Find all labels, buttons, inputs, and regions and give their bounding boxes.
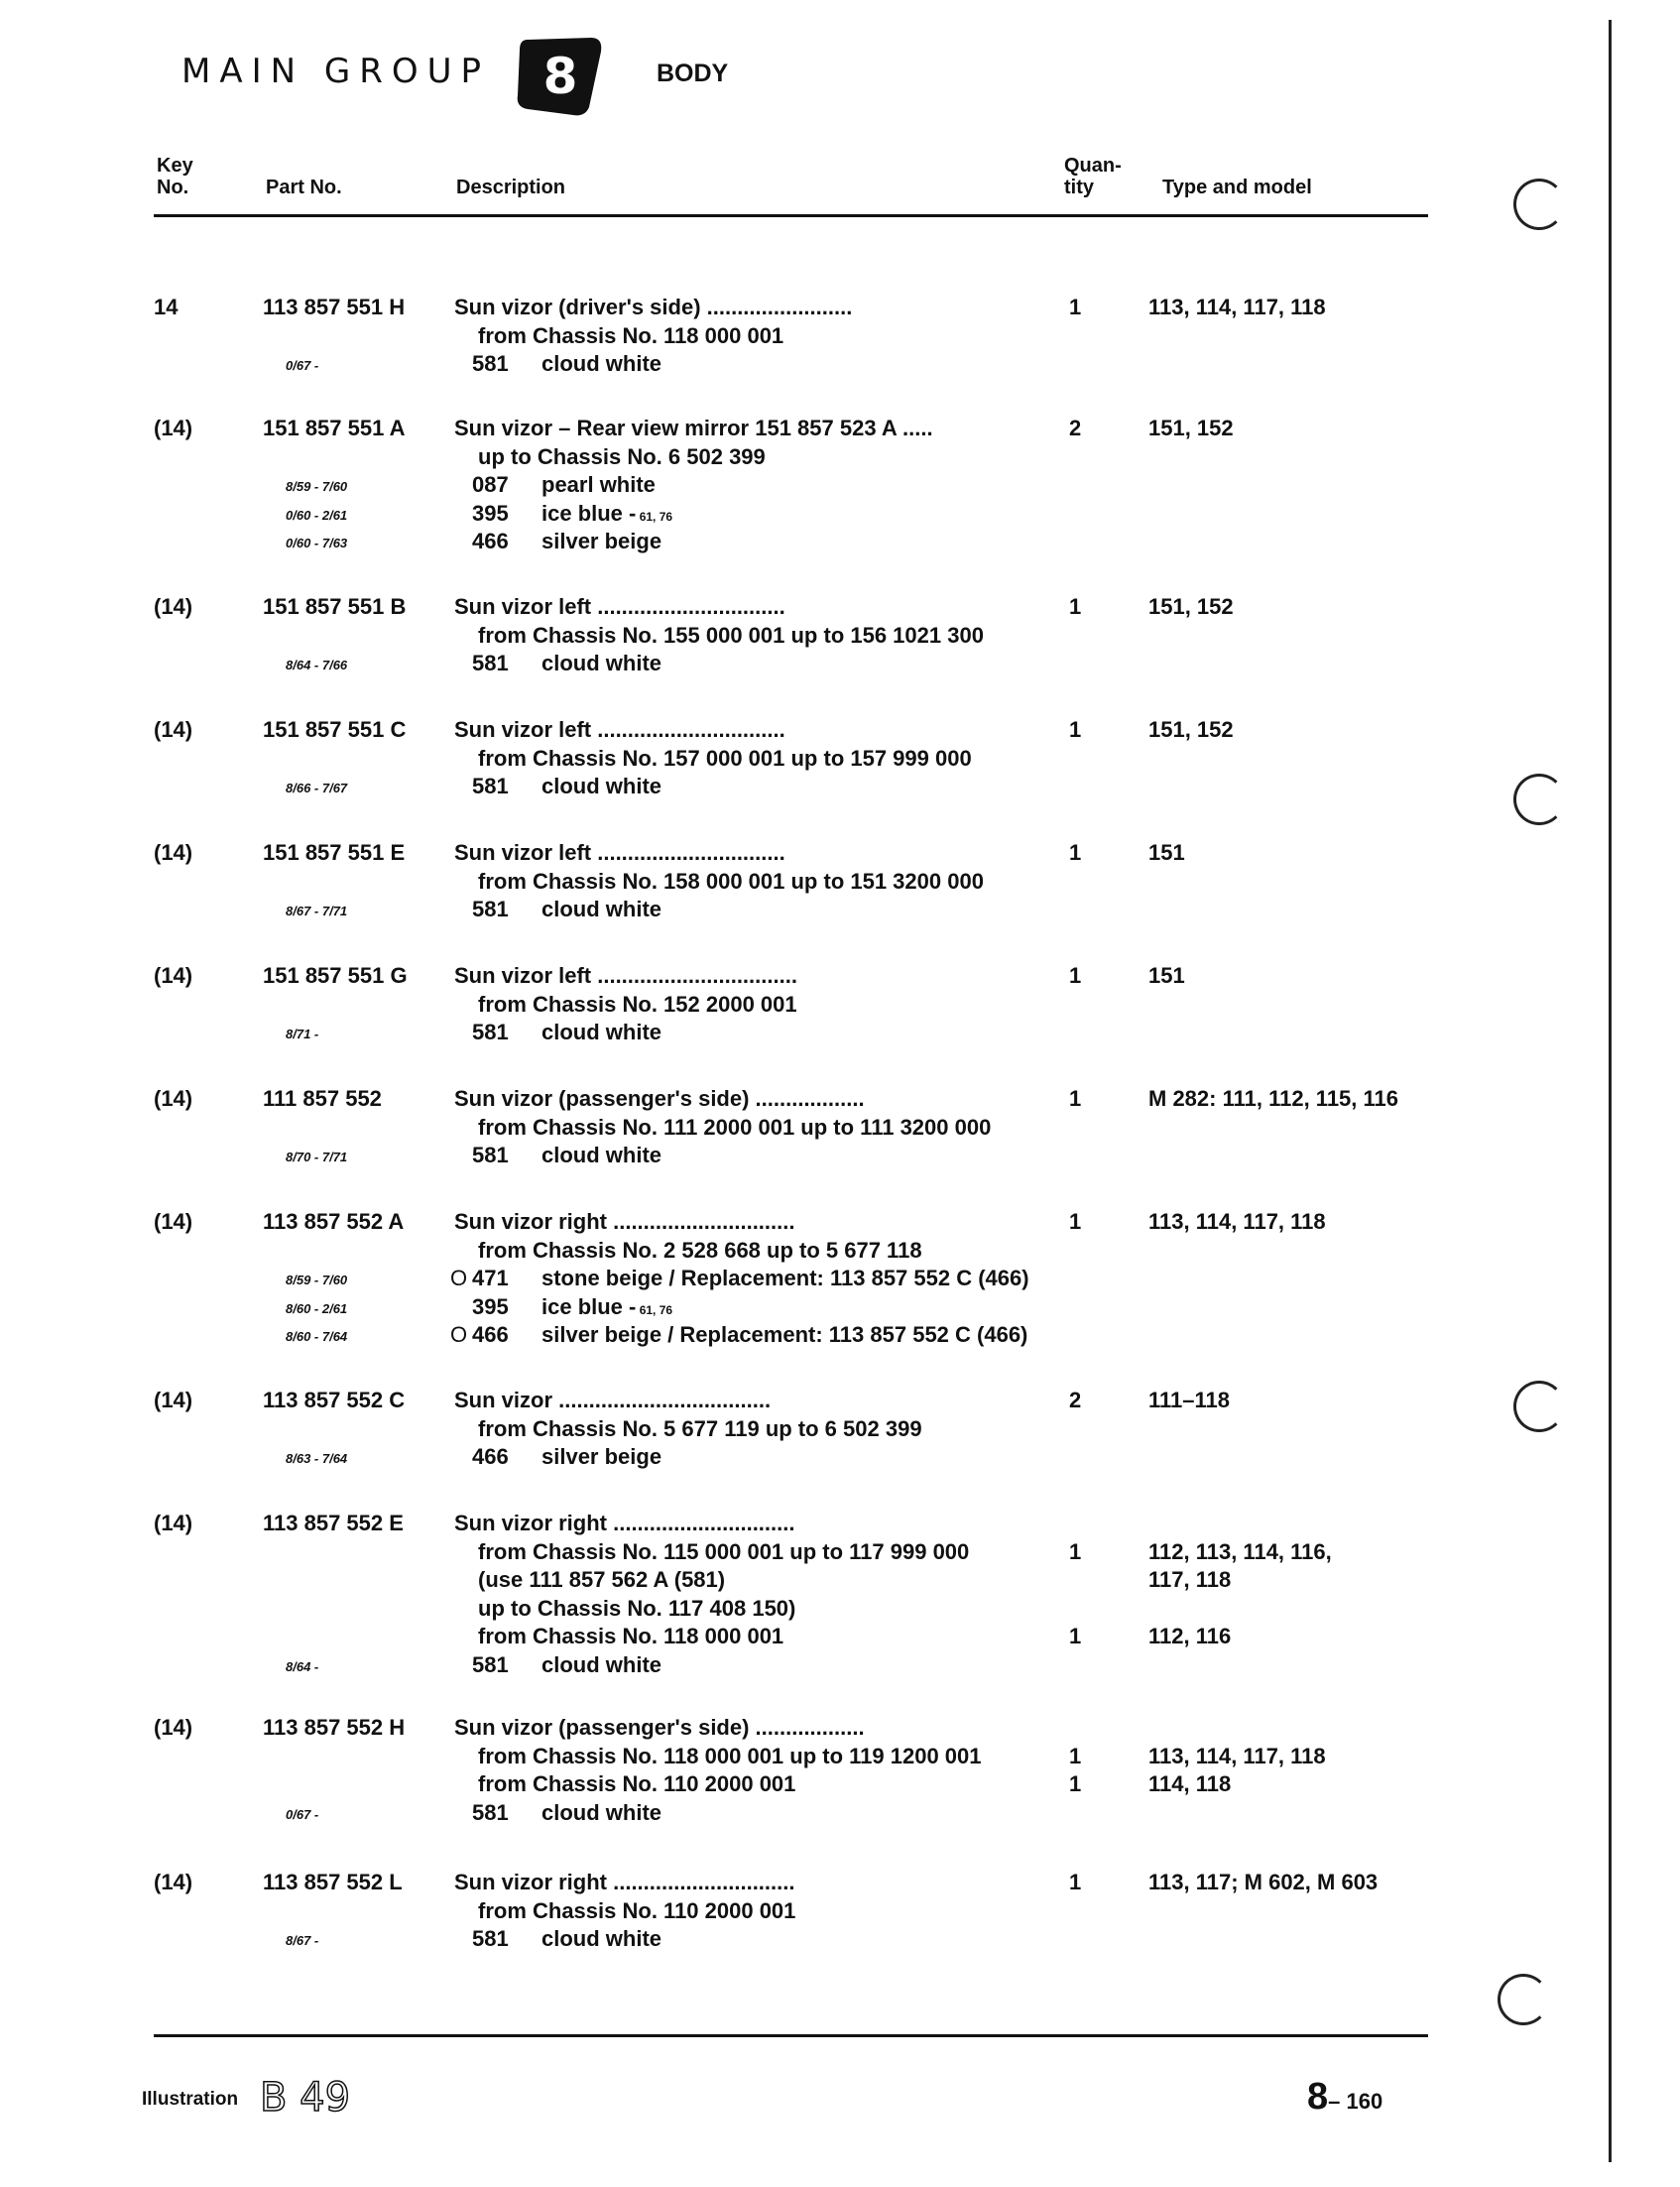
- chassis-range: up to Chassis No. 117 408 150): [478, 1595, 796, 1621]
- footer-rule: [154, 2034, 1428, 2037]
- chassis-range: from Chassis No. 5 677 119 up to 6 502 399: [478, 1415, 922, 1441]
- date-range: 0/60 - 7/63: [286, 536, 348, 550]
- description: Sun vizor right ..............................: [454, 1870, 795, 1894]
- color-text: ice blue -: [541, 1293, 637, 1319]
- chassis-range: from Chassis No. 2 528 668 up to 5 677 118: [478, 1237, 922, 1263]
- date-range: 8/59 - 7/60: [286, 1273, 348, 1287]
- date-range: 8/60 - 2/61: [286, 1300, 348, 1316]
- part-no: 151 857 551 C: [263, 717, 407, 742]
- date-range: 8/60 - 7/64: [286, 1329, 348, 1344]
- type-model: 151, 152: [1148, 594, 1234, 619]
- chassis-range: from Chassis No. 111 2000 001 up to 111 3200 000: [478, 1114, 992, 1140]
- quantity: 1: [1069, 717, 1082, 742]
- chassis-range: from Chassis No. 110 2000 001: [478, 1897, 796, 1923]
- description: Sun vizor (driver's side) ........................: [454, 295, 853, 319]
- quantity: 1: [1069, 963, 1082, 988]
- group-number: 8: [542, 48, 578, 105]
- quantity: 1: [1069, 1743, 1082, 1768]
- key-no: (14): [154, 1511, 193, 1535]
- type-model: 113, 114, 117, 118: [1148, 1743, 1326, 1768]
- color-name: [541, 1293, 672, 1324]
- type-model: 113, 114, 117, 118: [1148, 1209, 1326, 1234]
- type-model: 151: [1148, 963, 1185, 988]
- key-no: (14): [154, 1715, 193, 1740]
- chassis-range: (use 111 857 562 A (581): [478, 1567, 726, 1592]
- key-no: (14): [154, 1388, 193, 1412]
- date-range: 8/63 - 7/64: [286, 1451, 348, 1466]
- color-name: [541, 1651, 661, 1679]
- description: Sun vizor right ..............................: [454, 1209, 795, 1234]
- color-text: silver beige: [541, 529, 662, 553]
- type-model: 117, 118: [1148, 1567, 1232, 1592]
- part-no: 111 857 552: [263, 1086, 382, 1111]
- chassis-range: from Chassis No. 157 000 001 up to 157 999 000: [478, 745, 972, 771]
- header-rule: [154, 214, 1428, 217]
- color-name: [541, 896, 661, 923]
- type-model: 151, 152: [1148, 416, 1234, 440]
- color-code: 466: [472, 529, 509, 553]
- type-model: M 282: 111, 112, 115, 116: [1148, 1086, 1399, 1111]
- color-text: cloud white: [541, 774, 661, 798]
- key-no: (14): [154, 1870, 193, 1894]
- date-range: 8/71 -: [286, 1027, 319, 1041]
- key-no: (14): [154, 717, 193, 742]
- part-no: 151 857 551 B: [263, 594, 407, 619]
- description: Sun vizor (passenger's side) ..................: [454, 1086, 865, 1111]
- color-code: 395: [472, 1293, 509, 1319]
- date-range: 0/67 -: [286, 358, 319, 373]
- color-text: cloud white: [541, 1143, 661, 1167]
- key-no: (14): [154, 594, 193, 619]
- date-range: 8/66 - 7/67: [286, 781, 348, 795]
- quantity: 1: [1069, 1209, 1082, 1234]
- col-quantity: Quan- tity: [1064, 155, 1122, 198]
- chassis-range: from Chassis No. 152 2000 001: [478, 991, 797, 1017]
- part-no: 113 857 552 C: [263, 1388, 406, 1412]
- binder-hole: [1513, 179, 1565, 230]
- availability-mark: O: [450, 1322, 468, 1347]
- color-name: [541, 1799, 661, 1827]
- part-no: 113 857 551 H: [263, 295, 406, 319]
- chassis-range: up to Chassis No. 6 502 399: [478, 443, 766, 469]
- quantity: 1: [1069, 840, 1082, 865]
- color-text: cloud white: [541, 351, 661, 376]
- color-text: silver beige: [541, 1444, 662, 1469]
- key-no: 14: [154, 295, 179, 319]
- color-text: ice blue -: [541, 500, 637, 526]
- key-no: (14): [154, 416, 193, 440]
- quantity: 1: [1069, 1870, 1082, 1894]
- section-title: BODY: [657, 60, 729, 87]
- description: Sun vizor ...................................: [454, 1388, 772, 1412]
- quantity: 2: [1069, 1388, 1082, 1412]
- quantity: 1: [1069, 1624, 1082, 1648]
- color-text: cloud white: [541, 1020, 661, 1044]
- col-part-no: Part No.: [266, 177, 342, 198]
- color-name: [541, 1142, 661, 1169]
- replacement-note: Replacement: 113 857 552 C (466): [679, 1322, 1028, 1347]
- color-name: [541, 1443, 661, 1471]
- quantity: 1: [1069, 1538, 1082, 1564]
- chassis-range: from Chassis No. 110 2000 001: [478, 1771, 796, 1796]
- quantity: 1: [1069, 1086, 1082, 1111]
- color-name: [541, 471, 656, 499]
- group-number-badge: [514, 34, 605, 119]
- quantity: 1: [1069, 594, 1082, 619]
- color-name: [541, 650, 661, 677]
- color-code: 581: [472, 1651, 509, 1677]
- page-number: 8– 160: [1307, 2076, 1383, 2118]
- color-code: 466: [472, 1444, 509, 1469]
- color-text: stone beige /: [541, 1266, 681, 1290]
- key-no: (14): [154, 840, 193, 865]
- color-text: silver beige /: [541, 1322, 680, 1347]
- type-model: 113, 117; M 602, M 603: [1148, 1870, 1379, 1894]
- replacement-note: Replacement: 113 857 552 C (466): [680, 1266, 1029, 1290]
- type-model: 111–118: [1148, 1388, 1231, 1412]
- quantity: 1: [1069, 295, 1082, 319]
- part-no: 151 857 551 G: [263, 963, 408, 988]
- binder-margin-line: [1609, 20, 1612, 2162]
- color-code: 395: [472, 500, 509, 526]
- col-description: Description: [456, 177, 566, 198]
- color-code: 466: [472, 1322, 509, 1347]
- date-range: 8/67 -: [286, 1933, 319, 1948]
- type-model: 113, 114, 117, 118: [1148, 295, 1326, 319]
- part-no: 113 857 552 A: [263, 1209, 405, 1234]
- color-code: 471: [472, 1266, 509, 1290]
- availability-mark: O: [450, 1266, 468, 1290]
- key-no: (14): [154, 1209, 193, 1234]
- description: Sun vizor right ..............................: [454, 1511, 795, 1535]
- chassis-range: from Chassis No. 118 000 001 up to 119 1200 001: [478, 1743, 982, 1768]
- quantity: 2: [1069, 416, 1082, 440]
- color-code: 581: [472, 1799, 509, 1825]
- binder-hole: [1498, 1974, 1549, 2025]
- binder-hole: [1513, 774, 1565, 825]
- color-text: cloud white: [541, 1926, 661, 1951]
- date-range: 8/67 - 7/71: [286, 904, 348, 918]
- key-no: (14): [154, 1086, 193, 1111]
- color-text: cloud white: [541, 1799, 661, 1825]
- part-no: 113 857 552 L: [263, 1870, 403, 1894]
- color-name: [541, 528, 661, 555]
- color-text: cloud white: [541, 651, 661, 675]
- main-group-title: MAIN GROUP: [181, 52, 490, 91]
- chassis-range: from Chassis No. 118 000 001: [478, 322, 784, 348]
- description: Sun vizor left .................................: [454, 963, 797, 988]
- date-range: 8/64 - 7/66: [286, 658, 348, 672]
- type-model: 151, 152: [1148, 717, 1234, 742]
- color-name: [541, 500, 672, 531]
- color-text: cloud white: [541, 1651, 661, 1677]
- part-no: 151 857 551 E: [263, 840, 406, 865]
- description: Sun vizor – Rear view mirror 151 857 523 A .....: [454, 416, 933, 440]
- color-code: 581: [472, 351, 509, 376]
- color-name: [541, 1265, 1029, 1292]
- part-no: 113 857 552 E: [263, 1511, 404, 1535]
- chassis-range: from Chassis No. 118 000 001: [478, 1624, 784, 1648]
- illustration-label: Illustration: [142, 2089, 239, 2110]
- color-code: 087: [472, 472, 509, 497]
- model-subscript: 61, 76: [636, 509, 673, 524]
- color-code: 581: [472, 1926, 509, 1951]
- chassis-range: from Chassis No. 115 000 001 up to 117 999 000: [478, 1538, 970, 1564]
- color-code: 581: [472, 1143, 509, 1167]
- color-text: cloud white: [541, 897, 661, 921]
- color-code: 581: [472, 651, 509, 675]
- description: Sun vizor left ...............................: [454, 840, 785, 865]
- color-name: [541, 1321, 1027, 1349]
- col-type-model: Type and model: [1162, 177, 1312, 198]
- type-model: 112, 116: [1148, 1624, 1232, 1648]
- color-text: pearl white: [541, 472, 656, 497]
- color-name: [541, 1925, 661, 1953]
- description: Sun vizor (passenger's side) ..................: [454, 1715, 865, 1740]
- illustration-ref: B 49: [260, 2075, 351, 2121]
- chassis-range: from Chassis No. 155 000 001 up to 156 1021 300: [478, 622, 984, 648]
- chassis-range: from Chassis No. 158 000 001 up to 151 3200 000: [478, 868, 984, 894]
- date-range: 8/70 - 7/71: [286, 1150, 348, 1164]
- quantity: 1: [1069, 1771, 1082, 1796]
- color-name: [541, 773, 661, 800]
- color-code: 581: [472, 774, 509, 798]
- type-model: 114, 118: [1148, 1771, 1232, 1796]
- type-model: 112, 113, 114, 116,: [1148, 1538, 1332, 1564]
- date-range: 0/60 - 2/61: [286, 507, 348, 523]
- col-key-no: Key No.: [157, 155, 193, 198]
- date-range: 8/59 - 7/60: [286, 479, 348, 494]
- description: Sun vizor left ...............................: [454, 594, 785, 619]
- description: Sun vizor left ...............................: [454, 717, 785, 742]
- color-code: 581: [472, 1020, 509, 1044]
- color-name: [541, 350, 661, 378]
- part-no: 113 857 552 H: [263, 1715, 406, 1740]
- color-name: [541, 1019, 661, 1046]
- color-code: 581: [472, 897, 509, 921]
- model-subscript: 61, 76: [636, 1302, 673, 1317]
- key-no: (14): [154, 963, 193, 988]
- date-range: 0/67 -: [286, 1806, 319, 1822]
- date-range: 8/64 -: [286, 1658, 319, 1674]
- binder-hole: [1513, 1381, 1565, 1432]
- part-no: 151 857 551 A: [263, 416, 406, 440]
- type-model: 151: [1148, 840, 1185, 865]
